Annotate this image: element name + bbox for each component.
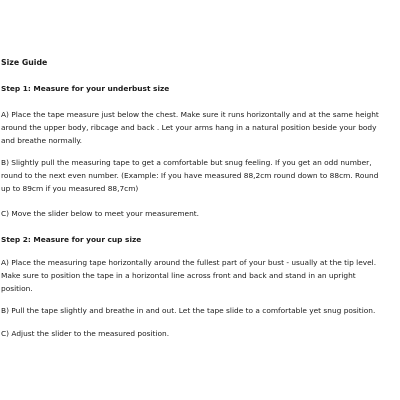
step1-b-line-1: B) Slightly pull the measuring tape to get a comfortable but snug feeling. If you get an odd number,: [1, 158, 372, 167]
size-guide-document: [1, 0, 397, 400]
step1-b-line-2: round to the next even number. (Example: If you have measured 88,2cm round down to 88cm. Round: [1, 171, 379, 180]
step1-a-line-3: and breathe normally.: [1, 136, 82, 145]
step1-b-line-3: up to 89cm if you measured 88,7cm): [1, 184, 139, 193]
step2-a-line-3: position.: [1, 284, 33, 293]
step1-a-line-1: A) Place the tape measure just below the chest. Make sure it runs horizontally and at the same height: [1, 110, 379, 119]
guide-title: Size Guide: [1, 58, 48, 67]
step2-a-line-1: A) Place the measuring tape horizontally around the fullest part of your bust - usually at the tip level.: [1, 258, 377, 267]
step2-a-line-2: Make sure to position the tape in a horizontal line across front and back and stand in an upright: [1, 271, 356, 280]
step1-a-line-2: around the upper body, ribcage and back . Let your arms hang in a natural position beside your body: [1, 123, 377, 132]
step2-c-line-1: C) Adjust the slider to the measured position.: [1, 329, 170, 338]
step1-c-line-1: C) Move the slider below to meet your measurement.: [1, 209, 200, 218]
step1-heading: Step 1: Measure for your underbust size: [1, 84, 170, 93]
step2-b-line-1: B) Pull the tape slightly and breathe in and out. Let the tape slide to a comfortable yet snug position.: [1, 306, 376, 315]
step2-heading: Step 2: Measure for your cup size: [1, 235, 142, 244]
